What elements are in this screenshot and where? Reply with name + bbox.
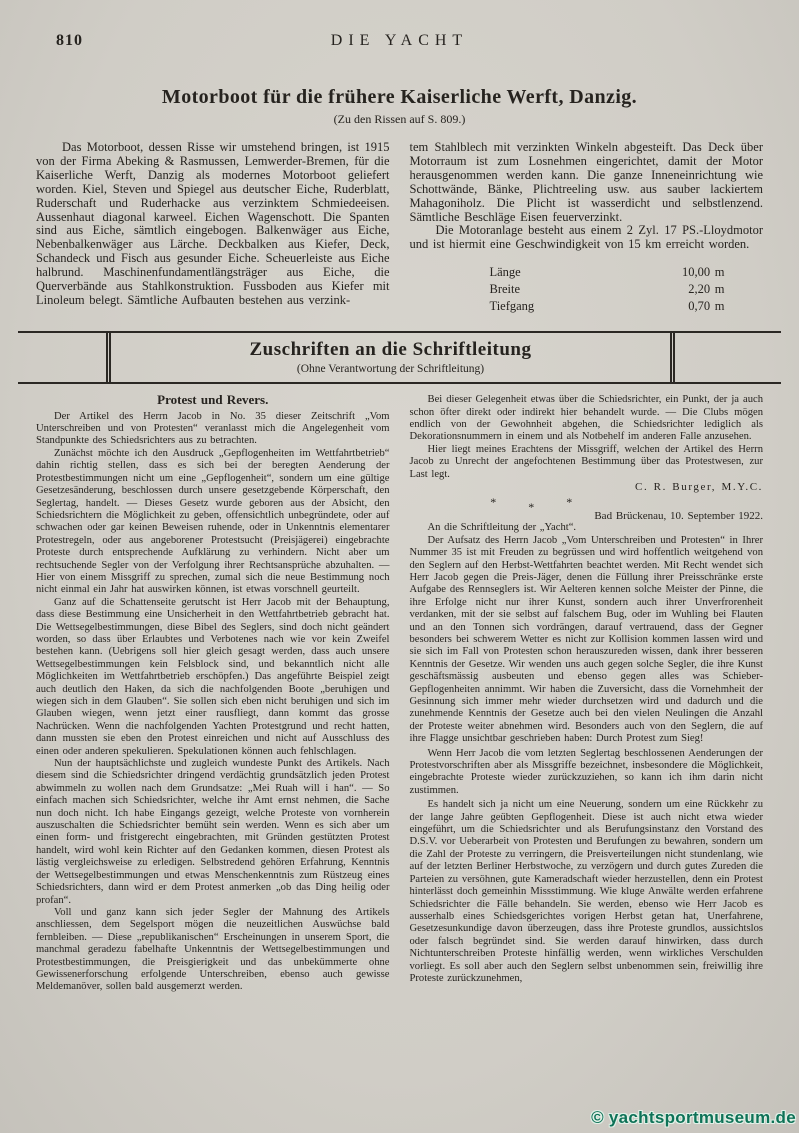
section-banner	[18, 331, 781, 384]
letter-paragraph: Es handelt sich ja nicht um eine Neuerung, sondern um eine Rückkehr zu der lange Jahre geübten Gepflogenheit. Diese ist auch nicht etwa wieder eingeführt, um die Schiedsrichter und als Berufungsinstanz den Vorstand des D.S.V. vor Ueberarbeit von Protesten und Berufungen zu bewahren, sondern um die Zahl der Proteste zu verringern, die Preisverteilungen nicht stundenlang, wie auf der letzten Berliner Herbstwoche, zu verzögern und durch gutes Zureden die Parteien zu versöhnen, gute Kameradschaft wieder herzustellen, denn ein Protest hinterlässt doch gemeinhin Missstimmung. Wie kluge Anwälte werden erfahrene Schiedsrichter die Fälle behandeln. Sie werden, ebenso wie Herr Jacob es ausserhalb eines Schiedsgerichtes vorigen Herbst getan hat, Unerfahrene, Gesetzesunkundige davon überzeugen, dass ihre Proteste grundlos, aussichtslos oder falsch begründet sind. Sie werden darauf hinwirken, dass durch Nichtunterschreiben Proteste hinfällig werden, wenn wirkliches Verschulden vorliegt. Es soll aber auch den Seglern selbst unbenommen sein, freiwillig ihre Proteste zurückzunehmen,	[409, 799, 763, 984]
dimensions-table	[490, 264, 725, 315]
asterisk-glyph: *	[490, 494, 497, 509]
article-left-column	[36, 141, 390, 315]
asterisk-divider	[410, 494, 654, 514]
masthead-title: DIE YACHT	[330, 32, 469, 49]
article-right-column	[410, 141, 764, 315]
page-header	[0, 32, 799, 60]
letter-salutation: An die Schriftleitung der „Yacht“.	[427, 522, 577, 534]
letter-paragraph: Hier liegt meines Erachtens der Missgriff, welchen der Artikel des Herrn Jacob zu Unrecht der angefochtenen Bestimmung über das Protestwesen, zur Last legt.	[409, 443, 763, 480]
asterisk-glyph: *	[566, 494, 573, 509]
banner-left-cell	[18, 333, 111, 382]
letter-paragraph: Voll und ganz kann sich jeder Segler der Mahnung des Artikels anschliessen, dem Segelsport mögen die neuzeitlichen Auswüchse bald fernbleiben. — Diese „republikanischen“ Erscheinungen in unserem Sport, die manchmal geradezu fabelhafte Unkenntnis der Wettsegelbestimmungen und Protestbestimmungen, die Preisgierigkeit und das unbekümmerte ohne Gewissenerforschung erfolgende Unterschreiben, ebenso auch gewisse Meldemanöver, sollen bald ausgemerzt werden.	[36, 906, 390, 993]
letter-paragraph: Bei dieser Gelegenheit etwas über die Schiedsrichter, ein Punkt, der ja auch schon öfter direkt oder indirekt hier behandelt wurde. — Die Clubs mögen endlich von der Gewohnheit abgehen, die Schiedsrichter lediglich als Dekorationsnummern in einem und als Notbehelf im anderen Falle anzusehen.	[409, 394, 763, 443]
article-columns	[0, 141, 799, 315]
letter-paragraph: Der Aufsatz des Herrn Jacob „Vom Unterschreiben und Protesten“ in Ihrer Nummer 35 ist mit Freuden zu begrüssen und wird hoffentlich weitgehend von den Seglern auf den Herbst-Wettfahrten beachtet werden. Mit Recht wendet sich Herr Jacob gegen die Preis-Jäger, denen die Füllung ihrer Preisschränke erste Aufgabe des Rennseglers ist. Wir Aelteren kennen solche Meister der Pinne, die ihre Erfolge nicht nur ihrer Kunst, sondern auch ihrer Unverfrorenheit verdanken, mit der sie selbst auf falschem Bug, oder im Wuhling bei Flauten und an den Tonnen sich vordrängen, darauf vertrauend, dass der Gegner besonders bei schwerem Wetter es nicht zur Kollision kommen lassen wird und sie sich im Fall von Protesten schon herauszureden wissen, dank ihrer besseren Kenntnis der Gesetze. Wir wenden uns auch gegen solche Segler, die ihre Kunst geschäftsmässig ausbeuten und ebenso gegen alles was Schieber-Gepflogenheiten annimmt. Wir haben die Zuversicht, dass die Vornehmheit der Gesinnung sich immer mehr wieder durchsetzen wird und dadurch und die zunehmende Kenntnis der Gesetze auch bei den vielen Neulingen die Anzahl der Proteste weiter abnehmen wird. Besonders auch von den Seglern, die auf ihre Flagge unsichtbar geschrieben haben: Durch Protest zum Sieg!	[409, 534, 763, 745]
letter-paragraph: Wenn Herr Jacob die vom letzten Seglertag beschlossenen Aenderungen der Protestvorschriften aber als Missgriffe bezeichnet, insbesondere die Möglichkeit, eingebrachte Proteste wieder zurückzuziehen, so kann ich ihm darin nicht zustimmen.	[409, 747, 763, 796]
article-paragraph: Das Motorboot, dessen Risse wir umstehend bringen, ist 1915 von der Firma Abeking & Rasmussen, Lemwerder-Bremen, für die Kaiserliche Werft, Danzig als modernes Motorboot geliefert worden. Kiel, Steven und Spiegel aus deutscher Eiche, Ruderblatt, Ruderschaft und Ruderhacke aus verzinktem Schmiedeeisen. Aussenhaut diagonal karweel. Eichen Wagenschott. Die Spanten sind aus Eiche, sämtlich eingebogen. Balkenwäger aus Eiche, Nebenbalkenwäger aus Lärche. Deckbalken aus Kiefer, Deck, Schandeck und Fisch aus gesunder Eiche. Scheuerleiste aus Eiche halbrund. Maschinenfundamentlängsträger aus Eiche, die Querverbände aus Stahlkonstruktion. Fussboden aus Kiefer mit Linoleum belegt. Sämtliche Aufbauten bestehen aus verzink-	[36, 140, 390, 307]
letter-dateline: Bad Brückenau, 10. September 1922.	[594, 509, 763, 522]
spec-value: 2,20 m	[688, 282, 725, 297]
spec-label: Länge	[489, 265, 521, 280]
letters-left-column	[36, 394, 390, 994]
banner-center-cell	[111, 333, 670, 382]
letter-paragraph: Zunächst möchte ich den Ausdruck „Gepflogenheiten im Wettfahrtbetrieb“ dahin richtig stellen, dass es sich bei der beregten Aenderung der Protestbestimmungen nicht um eine „Gepflogenheit“, sondern um eine gültige Gesetzesänderung, beschlossen durch unsere gesetzgebende Körperschaft, den Seglertag, handelt. — Dieses Gesetz wurde geboren aus der Absicht, den Schiedsrichtern die Möglichkeit zu geben, offensichtlich unbegründete, oder auf schwachen oder gar keinen Beweisen ruhende, oder in Unkenntnis elementarer Protestregeln, oder aus angeborener Protestsucht (Preisjägerei) eingebrachte Proteste durch entsprechende Aufklärung zu verhindern. Nicht aber um rechtsuchende Segler von der Verfolgung ihrer Rechtsansprüche abzuhalten. — Hier von einem Missgriff zu sprechen, zumal sich die neue Bestimmung noch nicht einmal ein Jahr hat auswirken können, ist etwas vorschnell geurteilt.	[36, 447, 390, 596]
letter-heading: Protest und Revers.	[157, 392, 269, 408]
letter-signature: C. R. Burger, M.Y.C.	[635, 481, 763, 494]
letters-columns	[0, 394, 799, 994]
section-banner-subtitle: (Ohne Verantwortung der Schriftleitung)	[296, 363, 485, 376]
table-row	[490, 264, 725, 281]
article-paragraph: tem Stahlblech mit verzinkten Winkeln abgesteift. Das Deck über Motorraum ist zum Losnehmen eingerichtet, damit der Motor herausgenommen werden kann. Die ganze Inneneinrichtung wie Schottwände, Bänke, Plichtreeling usw. aus sauber lackiertem Mahagoniholz. Die Plicht ist wasserdicht und selbstlenzend. Sämtliche Beschläge Eisen feuerverzinkt.	[409, 140, 763, 224]
letters-right-column	[410, 394, 764, 994]
article-subtitle: (Zu den Rissen auf S. 809.)	[333, 112, 466, 126]
spec-value: 10,00 m	[682, 265, 725, 280]
banner-right-cell	[670, 333, 781, 382]
article-title: Motorboot für die frühere Kaiserliche Werft, Danzig.	[161, 86, 638, 108]
page-number: 810	[56, 32, 83, 49]
spec-label: Breite	[489, 282, 521, 297]
asterisk-glyph: *	[528, 499, 535, 514]
watermark: © yachtsportmuseum.de	[591, 1108, 796, 1127]
spec-label: Tiefgang	[489, 299, 535, 314]
section-banner-title: Zuschriften an die Schriftleitung	[249, 339, 532, 361]
letter-paragraph: Nun der hauptsächlichste und zugleich wundeste Punkt des Artikels. Nach diesem sind die Schiedsrichter dringend verdächtig grundsätzlich jeden Protest abwimmeln zu wollen nach dem Grundsatze: „Mei Ruah will i han“. — So einfach machen sich Schiedsrichter, welche ihr Amt ernst nehmen, die Sache nun doch nicht. Ich habe Eingangs gezeigt, welche Proteste von vornherein auszuschalten die Schiedsrichter bemüht sein werden. Wenn es sich aber um einen form- und fristgerecht eingebrachten, mit Gründen gestützten Protest handelt, wird wohl kein Richter auf den Gedanken kommen, diesen Protest als lästig vergleichsweise zu erledigen. Selbstredend gehören Erfahrung, Kenntnis der Wettsegelbestimmungen und etwas Menschenkenntnis zum Rüstzeug eines Schiedsrichters, dann wird er dem Protest anmerken „ob das Ding heilig oder profan“.	[36, 758, 390, 906]
table-row	[490, 281, 725, 298]
letter-paragraph: Ganz auf die Schattenseite gerutscht ist Herr Jacob mit der Behauptung, dass diese Bestimmung eine Unsicherheit in den Wettfahrtbetrieb gebracht hat. Die Wettsegelbestimmungen, diese Bibel des Seglers, sind doch nicht geändert worden, so dass über Erlaubtes und Verbotenes nach wie vor kein Zweifel bestehen kann. (Uebrigens soll hier gleich gesagt werden, dass auch unsere Wettsegelbestimmungen kein Felsblock sind, und bekanntlich nicht alle Möglichkeiten im Wettfahrtbetrieb erschöpfen.) Das angeführte Beispiel zeigt auch deutlich den Haken, da sich die nachfolgenden Boote „beruhigen und wiegen sich in dem Glauben“. Sie sollen sich eben nicht beruhigen und sich im Glauben wiegen, wenn jetzt einer rausfliegt, dann kommt das grosse Nachrücken. Wenn die nachfolgenden Yachten Protestgrund und recht hatten, dann mussten sie eben den Protest einreichen und nicht auf Ausschluss des einen oder anderen spekulieren. Spekulationen können auch fehlschlagen.	[36, 596, 390, 757]
spec-value: 0,70 m	[688, 299, 725, 314]
article-paragraph: Die Motoranlage besteht aus einem 2 Zyl. 17 PS.-Lloydmotor und ist hiermit eine Geschwindigkeit von 15 km erreicht worden.	[409, 223, 763, 252]
letter-paragraph: Der Artikel des Herrn Jacob in No. 35 dieser Zeitschrift „Vom Unterschreiben und von Protesten“ veranlasst mich die Angelegenheit vom Standpunkte des Schiedsrichters aus zu betrachten.	[36, 410, 390, 447]
table-row	[490, 298, 725, 315]
